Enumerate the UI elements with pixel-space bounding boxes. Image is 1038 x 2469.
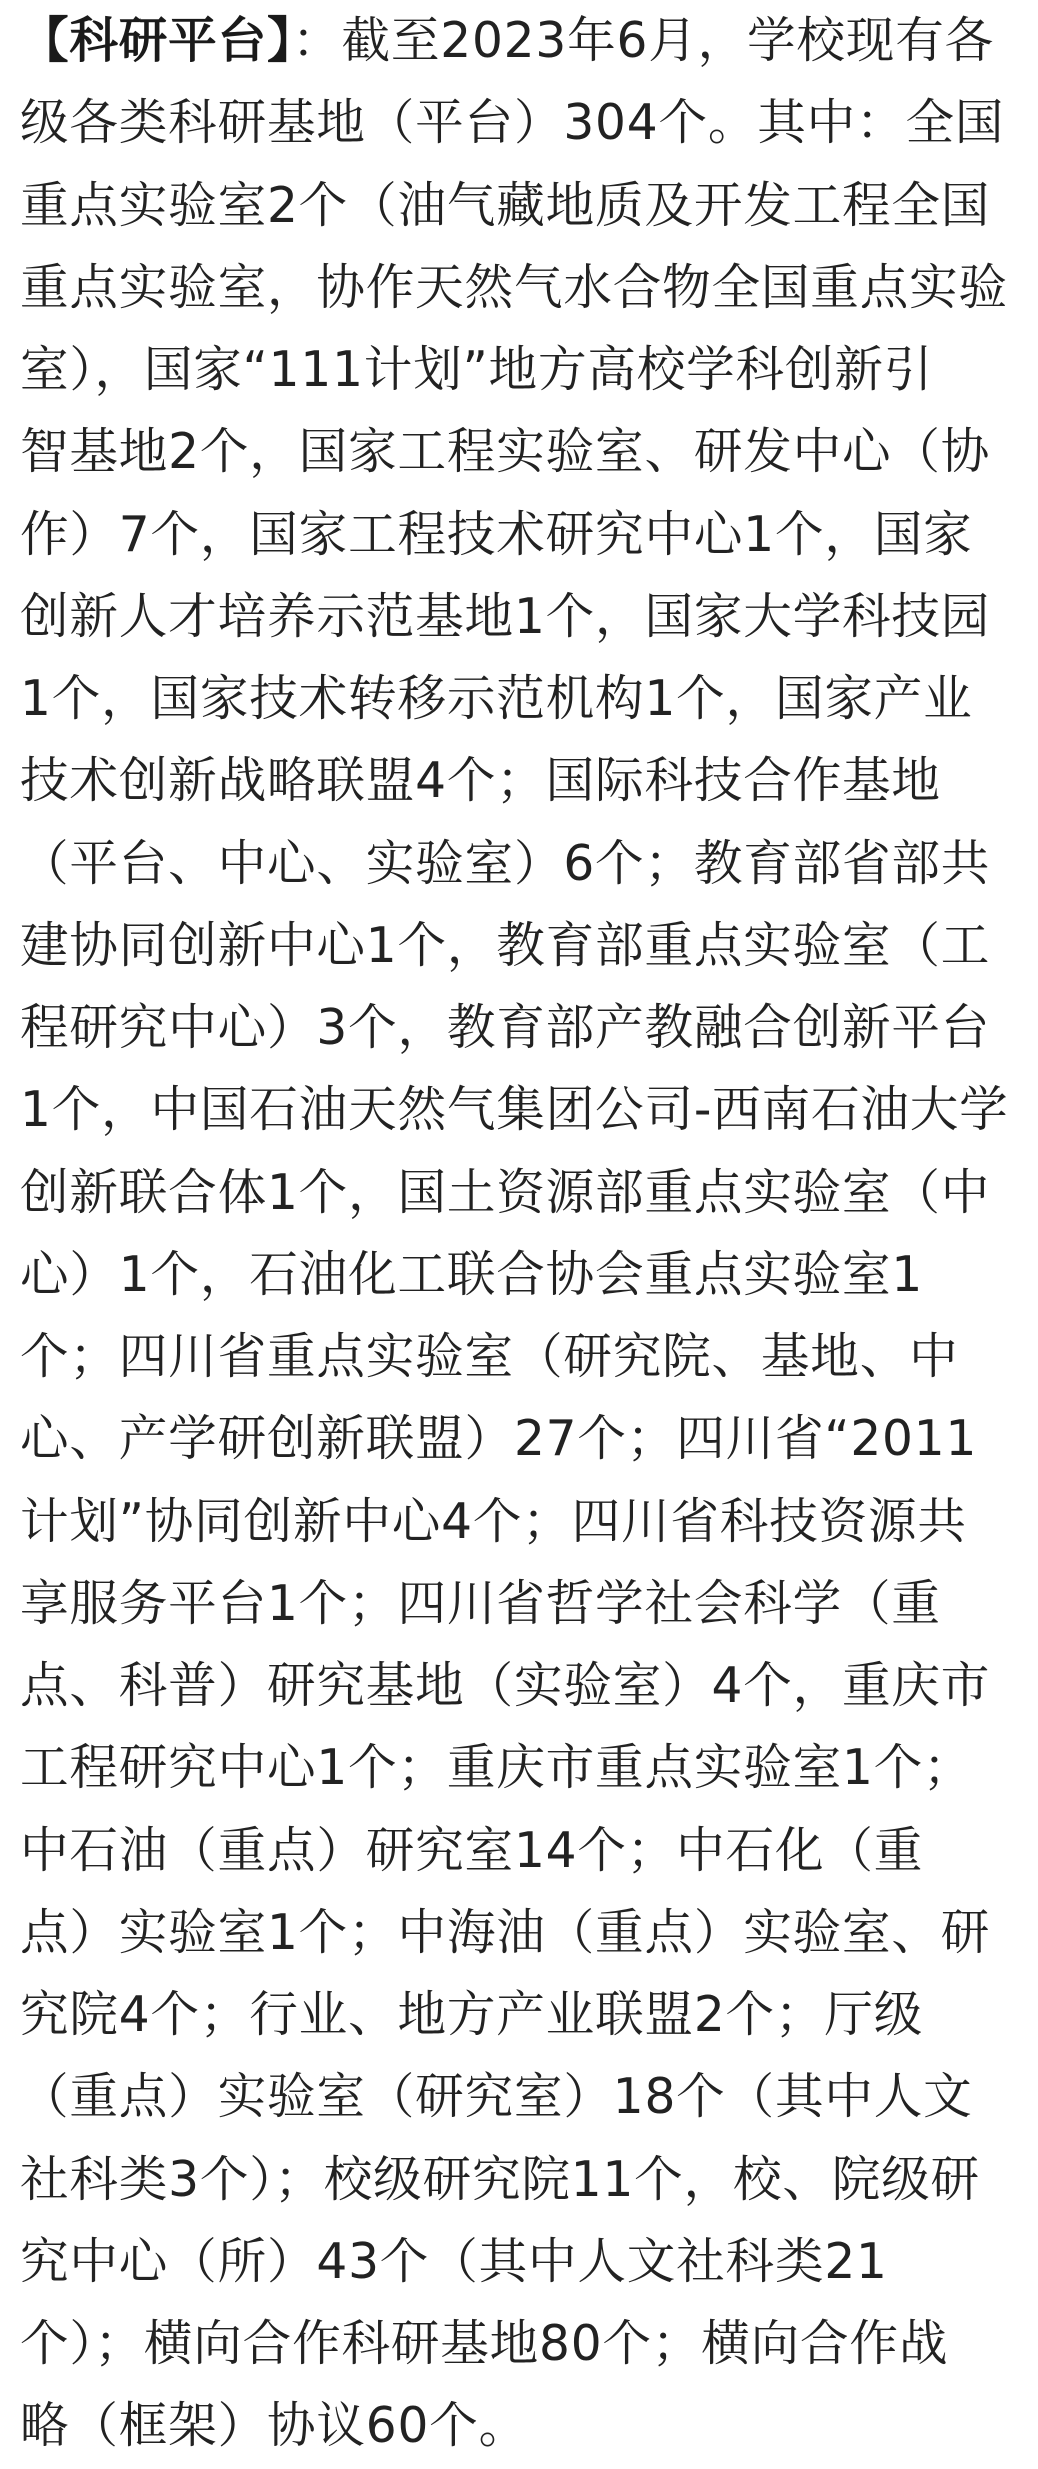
paragraph-body: ：截至2023年6月，学校现有各 级各类科研基地（平台）304个。其中：全国 重点实验室2个（油气藏地质及开发工程全国 重点实验室，协作天然气水合物全国重点实验 室），国家“111计划”地方高校学科创新引 智基地2个，国家工程实验室、研发中心（协 作）7个，国家工程技术研究中心1个，国家 创新人才培养示范基地1个，国家大学科技园 1个，国家技术转移示范机构1个，国家产业 技术创新战略联盟4个；国际科技合作基地 （平台、中心、实验室）6个；教育部省部共 建协同创新中心1个，教育部重点实验室（工 程研究中心）3个，教育部产教融合创新平台 1个，中国石油天然气集团公司-西南石油大学 创新联合体1个，国土资源部重点实验室（中 心）1个，石油化工联合协会重点实验室1 个；四川省重点实验室（研究院、基地、中 心、产学研创新联盟）27个；四川省“2011 计划”协同创新中心4个；四川省科技资源共 享服务平台1个；四川省哲学社会科学（重 点、科普）研究基地（实验室）4个，重庆市 工程研究中心1个；重庆市重点实验室1个； 中石油（重点）研究室14个；中石化（重 点）实验室1个；中海油（重点）实验室、研 究院4个；行业、地方产业联盟2个；厅级 （重点）实验室（研究室）18个（其中人文 社科类3个）；校级研究院11个，校、院级研 究中心（所）43个（其中人文社科类21 个）；横向合作科研基地80个；横向合作战 略（框架）协议60个。 [20, 13, 1009, 2455]
section-heading: 【科研平台】 [20, 13, 293, 69]
article-paragraph [20, 0, 1020, 2468]
